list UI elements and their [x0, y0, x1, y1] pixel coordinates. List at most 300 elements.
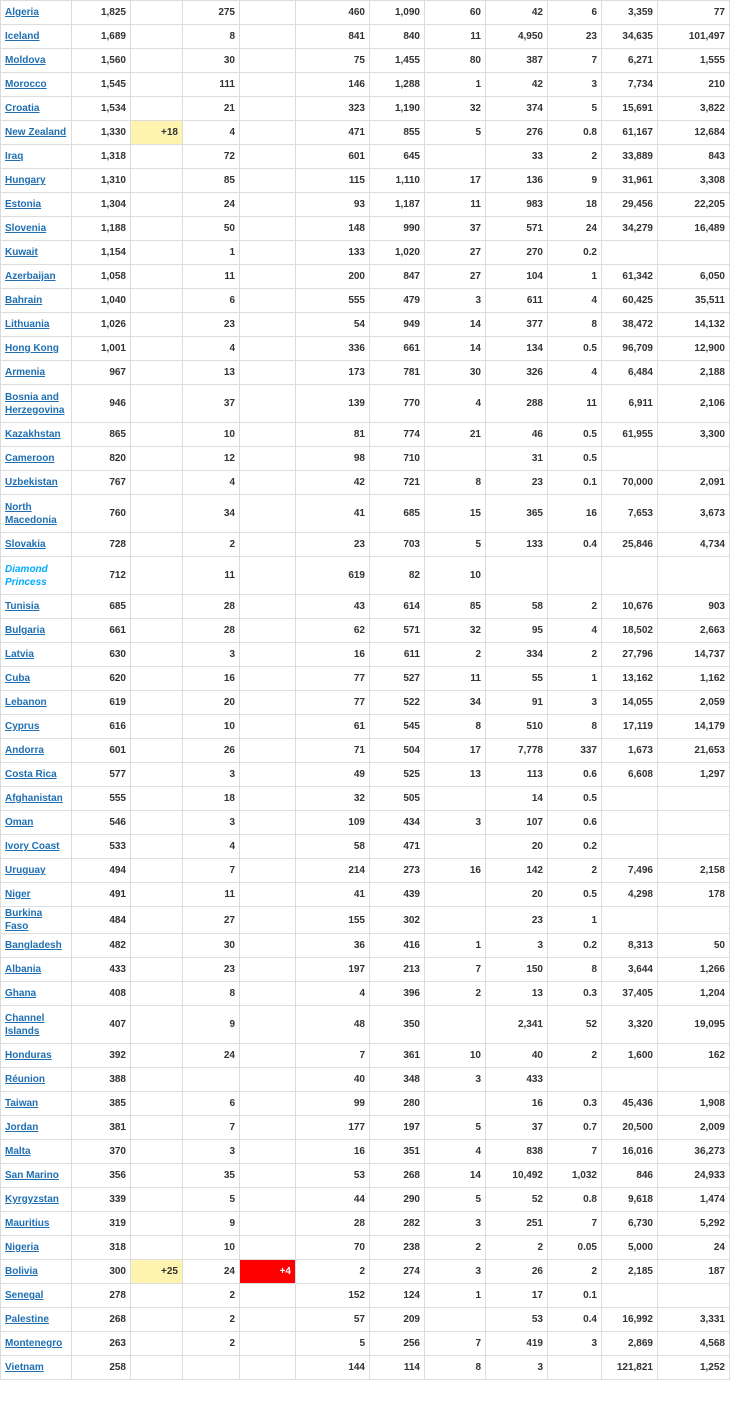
table-row — [1, 1068, 730, 1092]
country-link[interactable]: San Marino — [5, 1170, 59, 1181]
country-cell — [1, 145, 72, 169]
country-link[interactable]: Palestine — [5, 1314, 49, 1325]
deaths-per-1m-cell: 0.6 — [548, 763, 602, 787]
new-deaths-cell — [240, 337, 296, 361]
tests-per-1m-cell: 6,050 — [658, 265, 730, 289]
deaths-per-1m-cell: 0.8 — [548, 1188, 602, 1212]
new-cases-cell — [131, 982, 183, 1006]
total-deaths-cell: 10 — [183, 423, 240, 447]
new-deaths-cell — [240, 73, 296, 97]
total-cases-cell: 1,318 — [72, 145, 131, 169]
total-tests-cell: 6,608 — [602, 763, 658, 787]
country-link[interactable]: Iraq — [5, 151, 24, 162]
total-recovered-cell: 173 — [296, 361, 370, 385]
total-deaths-cell: 24 — [183, 193, 240, 217]
cases-per-1m-cell: 134 — [486, 337, 548, 361]
country-link[interactable]: Honduras — [5, 1050, 52, 1061]
total-deaths-cell: 23 — [183, 313, 240, 337]
serious-critical-cell: 5 — [425, 1188, 486, 1212]
total-deaths-cell: 9 — [183, 1212, 240, 1236]
new-deaths-cell — [240, 385, 296, 423]
cases-per-1m-cell: 91 — [486, 691, 548, 715]
country-link[interactable]: Kuwait — [5, 247, 38, 258]
serious-critical-cell: 34 — [425, 691, 486, 715]
total-recovered-cell: 16 — [296, 1140, 370, 1164]
total-deaths-cell: 4 — [183, 835, 240, 859]
cases-per-1m-cell: 20 — [486, 835, 548, 859]
country-link[interactable]: Bangladesh — [5, 940, 62, 951]
country-cell — [1, 169, 72, 193]
country-cell — [1, 265, 72, 289]
cases-per-1m-cell: 3 — [486, 934, 548, 958]
active-cases-cell: 351 — [370, 1140, 425, 1164]
total-cases-cell: 1,026 — [72, 313, 131, 337]
tests-per-1m-cell: 3,308 — [658, 169, 730, 193]
tests-per-1m-cell — [658, 907, 730, 934]
table-row — [1, 595, 730, 619]
active-cases-cell: 522 — [370, 691, 425, 715]
new-cases-cell — [131, 907, 183, 934]
serious-critical-cell: 3 — [425, 1068, 486, 1092]
deaths-per-1m-cell: 2 — [548, 643, 602, 667]
active-cases-cell: 703 — [370, 533, 425, 557]
tests-per-1m-cell — [658, 811, 730, 835]
deaths-per-1m-cell: 0.5 — [548, 423, 602, 447]
total-cases-cell: 408 — [72, 982, 131, 1006]
tests-per-1m-cell — [658, 1068, 730, 1092]
country-link[interactable]: Albania — [5, 964, 42, 975]
serious-critical-cell: 8 — [425, 715, 486, 739]
country-cell — [1, 557, 72, 595]
total-tests-cell: 61,167 — [602, 121, 658, 145]
deaths-per-1m-cell: 0.5 — [548, 337, 602, 361]
table-row — [1, 533, 730, 557]
deaths-per-1m-cell: 0.7 — [548, 1116, 602, 1140]
country-link[interactable]: Montenegro — [5, 1338, 63, 1349]
new-deaths-cell — [240, 169, 296, 193]
tests-per-1m-cell: 24 — [658, 1236, 730, 1260]
total-recovered-cell: 197 — [296, 958, 370, 982]
total-deaths-cell: 18 — [183, 787, 240, 811]
total-deaths-cell: 6 — [183, 1092, 240, 1116]
table-row — [1, 169, 730, 193]
total-deaths-cell: 111 — [183, 73, 240, 97]
cases-per-1m-cell: 133 — [486, 533, 548, 557]
tests-per-1m-cell: 903 — [658, 595, 730, 619]
tests-per-1m-cell: 12,900 — [658, 337, 730, 361]
serious-critical-cell: 5 — [425, 1116, 486, 1140]
total-deaths-cell: 10 — [183, 1236, 240, 1260]
new-cases-cell — [131, 691, 183, 715]
country-link[interactable]: Slovakia — [5, 539, 46, 550]
total-recovered-cell: 471 — [296, 121, 370, 145]
table-body — [1, 1, 730, 1380]
country-link[interactable]: Bolivia — [5, 1266, 38, 1277]
total-cases-cell: 533 — [72, 835, 131, 859]
country-link[interactable]: Andorra — [5, 745, 44, 756]
total-deaths-cell: 35 — [183, 1164, 240, 1188]
country-link[interactable]: Réunion — [5, 1074, 45, 1085]
serious-critical-cell: 80 — [425, 49, 486, 73]
country-cell — [1, 859, 72, 883]
country-link[interactable]: Kyrgyzstan — [5, 1194, 59, 1205]
new-deaths-cell — [240, 1284, 296, 1308]
country-link[interactable]: Nigeria — [5, 1242, 39, 1253]
deaths-per-1m-cell: 3 — [548, 691, 602, 715]
deaths-per-1m-cell: 8 — [548, 313, 602, 337]
new-deaths-cell — [240, 691, 296, 715]
serious-critical-cell — [425, 1308, 486, 1332]
country-cell — [1, 958, 72, 982]
total-tests-cell: 13,162 — [602, 667, 658, 691]
tests-per-1m-cell: 2,663 — [658, 619, 730, 643]
total-recovered-cell: 54 — [296, 313, 370, 337]
deaths-per-1m-cell: 0.3 — [548, 982, 602, 1006]
new-cases-cell — [131, 643, 183, 667]
new-cases-cell — [131, 1006, 183, 1044]
total-cases-cell: 1,545 — [72, 73, 131, 97]
deaths-per-1m-cell — [548, 1068, 602, 1092]
total-recovered-cell: 619 — [296, 557, 370, 595]
cases-per-1m-cell: 365 — [486, 495, 548, 533]
table-row — [1, 739, 730, 763]
deaths-per-1m-cell: 0.2 — [548, 934, 602, 958]
total-cases-cell: 433 — [72, 958, 131, 982]
cases-per-1m-cell: 20 — [486, 883, 548, 907]
tests-per-1m-cell — [658, 557, 730, 595]
new-deaths-cell — [240, 1332, 296, 1356]
active-cases-cell: 527 — [370, 667, 425, 691]
total-deaths-cell: 3 — [183, 1140, 240, 1164]
table-row — [1, 289, 730, 313]
active-cases-cell: 770 — [370, 385, 425, 423]
deaths-per-1m-cell: 0.5 — [548, 447, 602, 471]
tests-per-1m-cell: 2,059 — [658, 691, 730, 715]
serious-critical-cell: 60 — [425, 1, 486, 25]
total-tests-cell — [602, 557, 658, 595]
country-link[interactable]: Azerbaijan — [5, 271, 56, 282]
active-cases-cell: 302 — [370, 907, 425, 934]
active-cases-cell: 268 — [370, 1164, 425, 1188]
new-deaths-cell — [240, 1, 296, 25]
deaths-per-1m-cell: 4 — [548, 619, 602, 643]
deaths-per-1m-cell: 1 — [548, 265, 602, 289]
serious-critical-cell: 3 — [425, 811, 486, 835]
country-link[interactable]: Channel Islands — [5, 1012, 45, 1037]
total-deaths-cell: 24 — [183, 1260, 240, 1284]
total-recovered-cell: 152 — [296, 1284, 370, 1308]
new-deaths-cell — [240, 1164, 296, 1188]
active-cases-cell: 855 — [370, 121, 425, 145]
total-recovered-cell: 58 — [296, 835, 370, 859]
country-link[interactable]: Burkina Faso — [5, 908, 43, 932]
country-link[interactable]: Uruguay — [5, 865, 46, 876]
country-link[interactable]: North Macedonia — [5, 501, 57, 526]
country-link[interactable]: Tunisia — [5, 601, 40, 612]
deaths-per-1m-cell: 11 — [548, 385, 602, 423]
table-row — [1, 1212, 730, 1236]
total-cases-cell: 1,188 — [72, 217, 131, 241]
serious-critical-cell: 7 — [425, 1332, 486, 1356]
total-cases-cell: 712 — [72, 557, 131, 595]
total-recovered-cell: 75 — [296, 49, 370, 73]
cases-per-1m-cell: 42 — [486, 73, 548, 97]
active-cases-cell: 1,110 — [370, 169, 425, 193]
country-link[interactable]: Malta — [5, 1146, 31, 1157]
country-link[interactable]: Hungary — [5, 175, 46, 186]
deaths-per-1m-cell: 5 — [548, 97, 602, 121]
new-deaths-cell — [240, 859, 296, 883]
new-cases-cell — [131, 958, 183, 982]
new-cases-cell — [131, 447, 183, 471]
country-link[interactable]: Vietnam — [5, 1362, 44, 1373]
cases-per-1m-cell: 40 — [486, 1044, 548, 1068]
country-link[interactable]: Cyprus — [5, 721, 40, 732]
country-link[interactable]: Algeria — [5, 7, 39, 18]
new-cases-cell: +18 — [131, 121, 183, 145]
country-link[interactable]: Bosnia and Herzegovina — [5, 391, 65, 416]
new-cases-cell — [131, 667, 183, 691]
country-cell — [1, 1140, 72, 1164]
deaths-per-1m-cell: 0.3 — [548, 1092, 602, 1116]
table-row — [1, 145, 730, 169]
table-row — [1, 361, 730, 385]
total-tests-cell: 34,279 — [602, 217, 658, 241]
country-link[interactable]: Slovenia — [5, 223, 47, 234]
country-link[interactable]: Taiwan — [5, 1098, 39, 1109]
table-row — [1, 1308, 730, 1332]
total-recovered-cell: 99 — [296, 1092, 370, 1116]
deaths-per-1m-cell: 2 — [548, 1260, 602, 1284]
country-cell — [1, 121, 72, 145]
total-tests-cell: 15,691 — [602, 97, 658, 121]
total-tests-cell: 6,271 — [602, 49, 658, 73]
total-cases-cell: 370 — [72, 1140, 131, 1164]
country-link[interactable]: Armenia — [5, 367, 46, 378]
country-cell — [1, 883, 72, 907]
total-deaths-cell: 16 — [183, 667, 240, 691]
new-cases-cell — [131, 619, 183, 643]
serious-critical-cell: 1 — [425, 1284, 486, 1308]
deaths-per-1m-cell: 1 — [548, 667, 602, 691]
country-link[interactable]: Morocco — [5, 79, 47, 90]
country-cell — [1, 811, 72, 835]
country-link[interactable]: Senegal — [5, 1290, 44, 1301]
new-cases-cell — [131, 217, 183, 241]
total-tests-cell: 2,185 — [602, 1260, 658, 1284]
new-cases-cell — [131, 1332, 183, 1356]
cases-per-1m-cell: 26 — [486, 1260, 548, 1284]
country-cell — [1, 217, 72, 241]
deaths-per-1m-cell: 0.5 — [548, 883, 602, 907]
country-cell — [1, 97, 72, 121]
new-deaths-cell — [240, 423, 296, 447]
total-recovered-cell: 5 — [296, 1332, 370, 1356]
new-cases-cell — [131, 1164, 183, 1188]
cases-per-1m-cell: 95 — [486, 619, 548, 643]
serious-critical-cell — [425, 447, 486, 471]
total-recovered-cell: 42 — [296, 471, 370, 495]
total-tests-cell — [602, 447, 658, 471]
new-cases-cell — [131, 1236, 183, 1260]
country-link[interactable]: Hong Kong — [5, 343, 59, 354]
new-deaths-cell — [240, 557, 296, 595]
new-cases-cell — [131, 241, 183, 265]
total-tests-cell: 10,676 — [602, 595, 658, 619]
country-link[interactable]: Bulgaria — [5, 625, 46, 636]
tests-per-1m-cell: 1,162 — [658, 667, 730, 691]
table-row — [1, 495, 730, 533]
total-tests-cell: 16,016 — [602, 1140, 658, 1164]
new-cases-cell — [131, 1, 183, 25]
cases-per-1m-cell: 53 — [486, 1308, 548, 1332]
total-deaths-cell: 8 — [183, 982, 240, 1006]
total-recovered-cell: 841 — [296, 25, 370, 49]
total-deaths-cell: 27 — [183, 907, 240, 934]
total-recovered-cell: 336 — [296, 337, 370, 361]
total-tests-cell: 846 — [602, 1164, 658, 1188]
country-link[interactable]: Uzbekistan — [5, 477, 58, 488]
country-link[interactable]: New Zealand — [5, 127, 67, 138]
total-cases-cell: 319 — [72, 1212, 131, 1236]
table-row — [1, 1116, 730, 1140]
active-cases-cell: 396 — [370, 982, 425, 1006]
table-row — [1, 97, 730, 121]
serious-critical-cell: 32 — [425, 97, 486, 121]
country-link[interactable]: Bahrain — [5, 295, 43, 306]
cases-per-1m-cell: 3 — [486, 1356, 548, 1380]
new-cases-cell — [131, 193, 183, 217]
new-deaths-cell — [240, 265, 296, 289]
new-cases-cell — [131, 145, 183, 169]
total-tests-cell: 61,342 — [602, 265, 658, 289]
deaths-per-1m-cell: 18 — [548, 193, 602, 217]
tests-per-1m-cell: 3,822 — [658, 97, 730, 121]
active-cases-cell: 721 — [370, 471, 425, 495]
country-link[interactable]: Oman — [5, 817, 34, 828]
deaths-per-1m-cell: 0.6 — [548, 811, 602, 835]
cases-per-1m-cell: 7,778 — [486, 739, 548, 763]
serious-critical-cell: 21 — [425, 423, 486, 447]
country-link[interactable]: Estonia — [5, 199, 42, 210]
table-row — [1, 193, 730, 217]
total-deaths-cell: 2 — [183, 1308, 240, 1332]
total-recovered-cell: 177 — [296, 1116, 370, 1140]
country-link[interactable]: Mauritius — [5, 1218, 50, 1229]
new-deaths-cell — [240, 1116, 296, 1140]
serious-critical-cell: 30 — [425, 361, 486, 385]
cases-per-1m-cell: 46 — [486, 423, 548, 447]
deaths-per-1m-cell — [548, 1356, 602, 1380]
new-cases-cell — [131, 73, 183, 97]
country-cell — [1, 471, 72, 495]
country-name: Diamond Princess — [5, 563, 48, 588]
total-cases-cell: 1,825 — [72, 1, 131, 25]
serious-critical-cell: 4 — [425, 1140, 486, 1164]
country-link[interactable]: Kazakhstan — [5, 429, 61, 440]
country-link[interactable]: Latvia — [5, 649, 34, 660]
total-recovered-cell: 28 — [296, 1212, 370, 1236]
total-deaths-cell: 34 — [183, 495, 240, 533]
new-cases-cell — [131, 1140, 183, 1164]
country-link[interactable]: Afghanistan — [5, 793, 63, 804]
country-link[interactable]: Ghana — [5, 988, 37, 999]
cases-per-1m-cell: 113 — [486, 763, 548, 787]
total-recovered-cell: 81 — [296, 423, 370, 447]
total-recovered-cell: 148 — [296, 217, 370, 241]
new-deaths-cell — [240, 934, 296, 958]
country-link[interactable]: Niger — [5, 889, 31, 900]
active-cases-cell: 197 — [370, 1116, 425, 1140]
active-cases-cell: 434 — [370, 811, 425, 835]
new-cases-cell — [131, 1092, 183, 1116]
active-cases-cell: 990 — [370, 217, 425, 241]
country-cell — [1, 835, 72, 859]
country-link[interactable]: Lithuania — [5, 319, 50, 330]
country-cell — [1, 1092, 72, 1116]
country-link[interactable]: Moldova — [5, 55, 46, 66]
country-cell — [1, 337, 72, 361]
country-link[interactable]: Iceland — [5, 31, 40, 42]
country-link[interactable]: Ivory Coast — [5, 841, 60, 852]
cases-per-1m-cell: 55 — [486, 667, 548, 691]
country-link[interactable]: Croatia — [5, 103, 40, 114]
country-cell — [1, 1044, 72, 1068]
table-row — [1, 619, 730, 643]
new-cases-cell — [131, 739, 183, 763]
total-cases-cell: 1,560 — [72, 49, 131, 73]
country-cell — [1, 361, 72, 385]
serious-critical-cell — [425, 907, 486, 934]
new-deaths-cell — [240, 313, 296, 337]
total-deaths-cell: 2 — [183, 1332, 240, 1356]
country-link[interactable]: Cameroon — [5, 453, 55, 464]
serious-critical-cell: 2 — [425, 1236, 486, 1260]
cases-per-1m-cell: 433 — [486, 1068, 548, 1092]
cases-per-1m-cell: 419 — [486, 1332, 548, 1356]
serious-critical-cell: 10 — [425, 1044, 486, 1068]
country-link[interactable]: Lebanon — [5, 697, 47, 708]
country-cell — [1, 934, 72, 958]
cases-per-1m-cell: 150 — [486, 958, 548, 982]
table-row — [1, 25, 730, 49]
active-cases-cell: 504 — [370, 739, 425, 763]
total-tests-cell: 27,796 — [602, 643, 658, 667]
serious-critical-cell: 1 — [425, 73, 486, 97]
cases-per-1m-cell: 270 — [486, 241, 548, 265]
tests-per-1m-cell: 14,179 — [658, 715, 730, 739]
total-deaths-cell: 28 — [183, 595, 240, 619]
country-cell — [1, 495, 72, 533]
total-deaths-cell: 8 — [183, 25, 240, 49]
new-cases-cell — [131, 265, 183, 289]
deaths-per-1m-cell: 4 — [548, 289, 602, 313]
total-deaths-cell: 10 — [183, 715, 240, 739]
table-row — [1, 1188, 730, 1212]
table-row — [1, 763, 730, 787]
total-cases-cell: 494 — [72, 859, 131, 883]
serious-critical-cell: 17 — [425, 739, 486, 763]
new-cases-cell — [131, 557, 183, 595]
serious-critical-cell: 3 — [425, 1260, 486, 1284]
cases-per-1m-cell: 142 — [486, 859, 548, 883]
country-link[interactable]: Jordan — [5, 1122, 39, 1133]
serious-critical-cell: 85 — [425, 595, 486, 619]
serious-critical-cell: 3 — [425, 1212, 486, 1236]
total-tests-cell: 2,869 — [602, 1332, 658, 1356]
country-link[interactable]: Cuba — [5, 673, 30, 684]
country-link[interactable]: Costa Rica — [5, 769, 57, 780]
